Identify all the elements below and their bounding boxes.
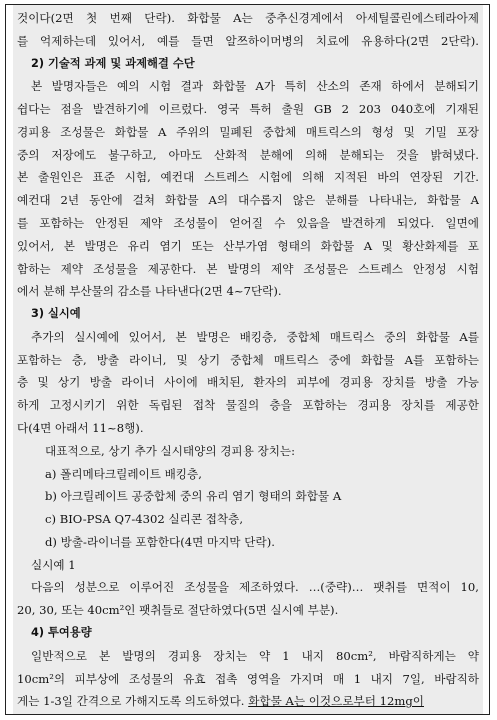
text-line: 10cm²의 피부상에 조성물의 유효 접촉 영역을 가지며 매 1 내지 7일, 바람직하: [17, 671, 479, 686]
text-line: 를 억제하는데 있어서, 예를 들면 알쯔하이머병의 치료에 유용하다(2면 2단락).: [17, 33, 479, 48]
document-box: [5, 4, 490, 715]
text-line: 대표적으로, 상기 추가 실시태양의 경피용 장치는:: [45, 443, 296, 458]
text-span: 게는 1-3일 간격으로 가해지도록 의도하였다.: [17, 694, 249, 709]
list-item: b) 아크릴레이트 공중합체 중의 유리 염기 형태의 화합물 A: [45, 489, 342, 504]
text-line: [17, 690, 479, 713]
text-line: 있어서, 본 발명은 유리 염기 또는 산부가염 형태의 화합물 A 및 황산화제를 포: [17, 238, 479, 253]
text-line: 20, 30, 또는 40cm²인 팻취들로 절단하였다(5면 실시예 부분).: [17, 603, 339, 618]
text-line: 함하는 제약 조성물을 제공한다. 본 발명의 제약 조성물은 스트레스 안정성 시험: [17, 261, 479, 276]
text-line: 본 출원인은 표준 시험, 예컨대 스트레스 시험에 의해 지적된 바의 연장된 기간.: [17, 170, 479, 185]
text-line: 포함하는 층, 방출 라이너, 및 상기 중합체 매트릭스 중에 화합물 A를 포함하는: [17, 352, 479, 367]
section-heading: 3) 실시예: [31, 307, 81, 321]
example-label: 실시예 1: [31, 557, 76, 572]
list-item: a) 폴리메타크릴레이트 배킹층,: [45, 466, 202, 481]
text-line: 예컨대 2년 동안에 걸쳐 화합물 A의 대수롭지 않은 분해를 나타내는, 화합물 A: [17, 193, 479, 208]
text-line: 에서 분해 부산물의 감소를 나타낸다(2면 4~7단락).: [17, 284, 282, 299]
list-item: c) BIO-PSA Q7-4302 실리콘 접착층,: [45, 512, 244, 526]
text-line: 쉽다는 점을 발견하기에 이르렀다. 영국 특허 출원 GB 2 203 040호에 기재된: [17, 102, 479, 117]
text-line: 층 및 상기 방출 라이너 사이에 배치된, 환자의 피부에 경피용 장치를 방출 가능: [17, 375, 479, 390]
text-line: 하게 고정시키기 위한 독립된 접착 물질의 층을 포함하는 경피용 장치를 제공한: [17, 398, 479, 413]
text-line: 경피용 조성물은 화합물 A 주위의 밀폐된 중합체 매트릭스의 형성 및 기밀 포장: [17, 124, 479, 139]
text-line: 일반적으로 본 발명의 경피용 장치는 약 1 내지 80cm², 바람직하게는 약: [31, 648, 479, 663]
text-line: 본 발명자들은 예의 시험 결과 화합물 A가 특히 산소의 존재 하에서 분해되기: [31, 79, 479, 94]
text-line: 다(4면 아래서 11~8행).: [17, 420, 144, 435]
underlined-text: 화합물 A는 이것으로부터 12mg이: [248, 694, 424, 709]
document-body: [13, 5, 483, 714]
text-line: 중의 저장에도 불구하고, 아마도 산화적 분해에 의해 분해되는 것을 밝혀냈다.: [17, 147, 479, 162]
text-line: 다음의 성분으로 이루어진 조성물을 제조하였다. …(중략)… 팻취를 면적이 10,: [31, 580, 479, 595]
section-heading: 4) 투여용량: [31, 625, 92, 639]
section-heading: 2) 기술적 과제 및 과제해결 수단: [31, 56, 195, 70]
text-line: 추가의 실시예에 있어서, 본 발명은 배킹층, 중합체 매트릭스 중의 화합물 A를: [31, 329, 479, 344]
text-line: 것이다(2면 첫 번째 단락). 화합물 A는 중추신경계에서 아세틸콜린에스테라아제: [17, 11, 479, 25]
list-item: d) 방출-라이너를 포함한다(4면 마지막 단락).: [45, 534, 275, 549]
text-line: 를 포함하는 안정된 제약 조성물이 얻어질 수 있음을 발견하게 되었다. 일면에: [17, 216, 479, 230]
